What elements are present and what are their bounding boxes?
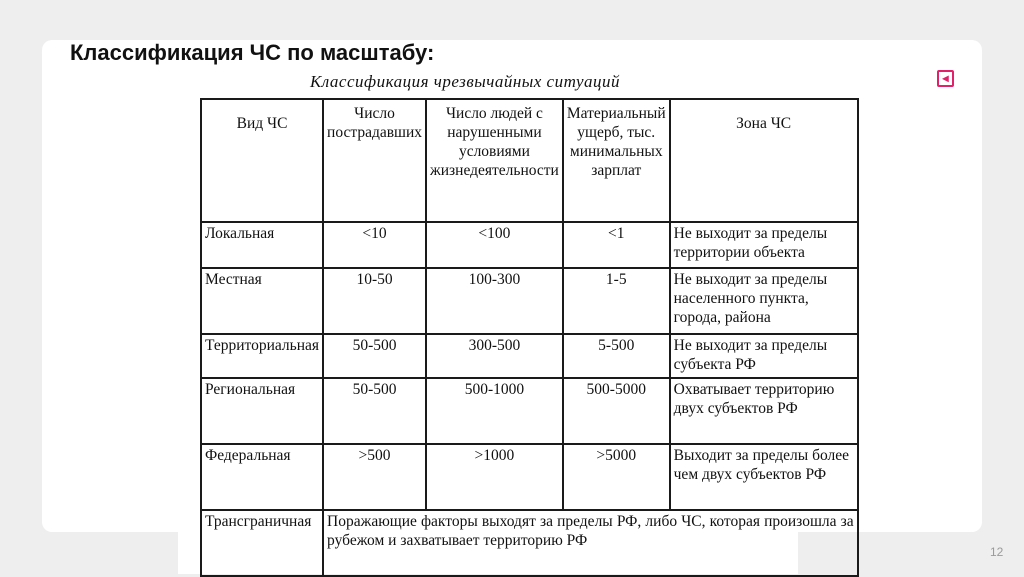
cell-damage: 500-5000 <box>563 378 670 444</box>
table-row <box>201 378 858 444</box>
table-header-row <box>201 99 858 222</box>
cell-transborder-description: Поражающие факторы выходят за пределы РФ, либо ЧС, которая произошла за рубежом и захватывает территорию РФ <box>323 510 858 576</box>
table-caption: Классификация чрезвычайных ситуаций <box>310 72 621 91</box>
cell-victims: 50-500 <box>323 378 426 444</box>
header-damage: Материальный ущерб, тыс. минимальных зарплат <box>563 99 670 222</box>
header-type: Вид ЧС <box>201 99 323 222</box>
cell-type: Региональная <box>201 378 323 444</box>
cell-damage: >5000 <box>563 444 670 510</box>
cell-victims: 10-50 <box>323 268 426 334</box>
cell-zone: Выходит за пределы более чем двух субъектов РФ <box>670 444 858 510</box>
cell-type: Местная <box>201 268 323 334</box>
cell-victims: >500 <box>323 444 426 510</box>
slide-title: Классификация ЧС по масштабу: <box>70 40 435 65</box>
table-row <box>201 268 858 334</box>
cell-type: Локальная <box>201 222 323 268</box>
cell-people: >1000 <box>426 444 563 510</box>
table-row <box>201 444 858 510</box>
cell-victims: 50-500 <box>323 334 426 378</box>
cell-type: Территориальная <box>201 334 323 378</box>
table-row <box>201 334 858 378</box>
cell-damage: <1 <box>563 222 670 268</box>
cell-zone: Охватывает территорию двух субъектов РФ <box>670 378 858 444</box>
cell-zone: Не выходит за пределы субъекта РФ <box>670 334 858 378</box>
cell-type: Федеральная <box>201 444 323 510</box>
cell-people: 100-300 <box>426 268 563 334</box>
cell-people: <100 <box>426 222 563 268</box>
back-arrow-icon[interactable]: ◂ <box>937 70 954 87</box>
cell-zone: Не выходит за пределы населенного пункта, города, района <box>670 268 858 334</box>
header-zone: Зона ЧС <box>670 99 858 222</box>
cell-zone: Не выходит за пределы территории объекта <box>670 222 858 268</box>
cell-people: 300-500 <box>426 334 563 378</box>
cell-type: Трансграничная <box>201 510 323 576</box>
header-people: Число людей с нарушенными условиями жизнедеятельности <box>426 99 563 222</box>
page-number: 12 <box>990 545 1004 559</box>
cell-damage: 1-5 <box>563 268 670 334</box>
table-row <box>201 510 858 576</box>
header-victims: Число пострадавших <box>323 99 426 222</box>
classification-table <box>200 98 859 577</box>
cell-victims: <10 <box>323 222 426 268</box>
cell-damage: 5-500 <box>563 334 670 378</box>
table-row <box>201 222 858 268</box>
cell-people: 500-1000 <box>426 378 563 444</box>
